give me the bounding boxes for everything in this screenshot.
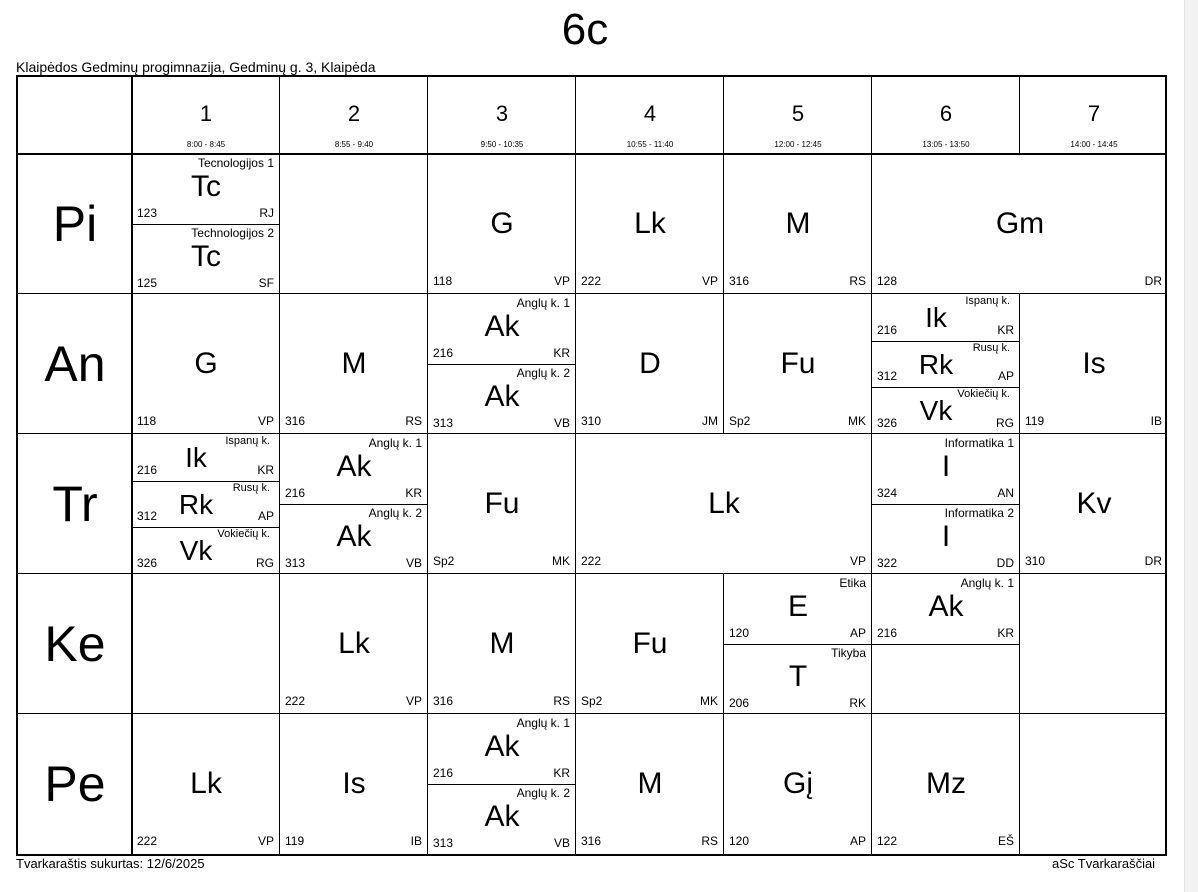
lesson-card[interactable] xyxy=(872,154,1168,294)
subject-code: Ak xyxy=(484,380,520,413)
group-name: Vokiečių k. xyxy=(957,388,1010,401)
lesson-card[interactable] xyxy=(724,574,872,714)
teacher-code: RJ xyxy=(259,206,274,220)
subject-code: Is xyxy=(1082,347,1106,380)
room-number: 119 xyxy=(285,834,305,848)
subject-code: Tc xyxy=(191,240,221,273)
scrollbar[interactable] xyxy=(1184,0,1198,892)
lesson-card[interactable] xyxy=(872,294,1020,434)
day-cell xyxy=(18,714,132,854)
lesson-card[interactable] xyxy=(428,714,576,854)
subject-code: Tc xyxy=(191,170,221,203)
subject-code: Lk xyxy=(708,487,740,520)
room-number: 313 xyxy=(433,836,454,850)
room-number: 118 xyxy=(137,414,157,428)
teacher-code: RS xyxy=(701,834,718,848)
room-number: 216 xyxy=(433,766,454,780)
period-header xyxy=(724,77,872,154)
room-number: 322 xyxy=(877,556,898,570)
school-name: Klaipėdos Gedminų progimnazija, Gedminų g. 3, Klaipėda xyxy=(16,59,376,75)
grid-line xyxy=(575,77,576,154)
subject-code: Rk xyxy=(918,348,954,380)
teacher-code: RS xyxy=(553,694,570,708)
teacher-code: VP xyxy=(849,554,866,568)
room-number: 222 xyxy=(581,274,602,288)
teacher-code: JM xyxy=(702,414,718,428)
period-time: 8:00 - 8:45 xyxy=(186,140,226,149)
teacher-code: RG xyxy=(256,556,274,570)
teacher-code: SF xyxy=(258,276,274,290)
room-number: 310 xyxy=(1025,554,1046,568)
lesson-card[interactable] xyxy=(872,434,1020,574)
group-name: Anglų k. 2 xyxy=(516,786,570,800)
room-number: 125 xyxy=(137,276,158,290)
teacher-code: VP xyxy=(257,414,274,428)
teacher-code: AP xyxy=(849,626,866,640)
subject-code: Kv xyxy=(1076,487,1112,520)
room-number: 313 xyxy=(433,416,454,430)
lesson-card[interactable] xyxy=(724,154,872,294)
subgroup-divider xyxy=(280,504,428,505)
lesson-card[interactable] xyxy=(576,294,724,434)
teacher-code: IB xyxy=(1150,414,1162,428)
room-number: 312 xyxy=(137,509,158,524)
period-header xyxy=(428,77,576,154)
room-number: 222 xyxy=(285,694,306,708)
teacher-code: MK xyxy=(700,694,718,708)
teacher-code: RG xyxy=(996,416,1014,430)
group-name: Rusų k. xyxy=(972,341,1010,354)
lesson-card[interactable] xyxy=(280,714,428,854)
subject-code: Lk xyxy=(190,767,222,800)
period-time: 10:55 - 11:40 xyxy=(626,140,674,149)
subject-code: Vk xyxy=(179,535,213,567)
teacher-code: VP xyxy=(257,834,274,848)
lesson-card[interactable] xyxy=(428,154,576,294)
teacher-code: KR xyxy=(997,322,1014,337)
room-number: 120 xyxy=(729,834,750,848)
period-header xyxy=(576,77,724,154)
subject-code: E xyxy=(787,590,808,623)
vendor-name: aSc Tvarkaraščiai xyxy=(1052,856,1156,871)
group-name: Ispanų k. xyxy=(965,295,1010,307)
subject-code: Fu xyxy=(780,347,816,380)
subject-code: M xyxy=(341,347,367,380)
day-label: Pi xyxy=(52,196,98,252)
teacher-code: VP xyxy=(701,274,718,288)
room-number: 313 xyxy=(285,556,306,570)
day-label: An xyxy=(44,336,106,392)
subject-code: Ak xyxy=(336,450,372,483)
group-name: Anglų k. 1 xyxy=(368,436,422,450)
subgroup-divider xyxy=(428,364,576,365)
room-number: 216 xyxy=(433,346,454,360)
room-number: 316 xyxy=(729,274,750,288)
room-number: 122 xyxy=(877,834,898,848)
day-cell xyxy=(18,294,132,434)
group-name: Tecnologijos 1 xyxy=(197,156,274,170)
subject-code: Ak xyxy=(484,800,520,833)
period-time: 8:55 - 9:40 xyxy=(334,140,374,149)
lesson-card[interactable] xyxy=(428,294,576,434)
room-number: 222 xyxy=(581,554,602,568)
subject-code: I xyxy=(941,450,951,483)
group-name: Rusų k. xyxy=(232,481,270,494)
lesson-card[interactable] xyxy=(280,574,428,714)
subject-code: I xyxy=(941,520,951,553)
subject-code: Fu xyxy=(632,627,668,660)
period-header xyxy=(132,77,280,154)
lesson-card[interactable] xyxy=(428,434,576,574)
teacher-code: DR xyxy=(1144,274,1162,288)
subject-code: Ik xyxy=(185,442,207,473)
teacher-code: DR xyxy=(1144,554,1162,568)
subject-code: Gį xyxy=(783,767,813,800)
room-number: 206 xyxy=(729,696,750,710)
group-name: Anglų k. 2 xyxy=(368,506,422,520)
subject-code: T xyxy=(788,660,808,693)
teacher-code: VB xyxy=(405,556,422,570)
period-header xyxy=(872,77,1020,154)
teacher-code: AP xyxy=(257,509,274,524)
teacher-code: VB xyxy=(553,836,570,850)
lesson-card[interactable] xyxy=(724,294,872,434)
teacher-code: VP xyxy=(405,694,422,708)
room-number: 119 xyxy=(1025,414,1045,428)
teacher-code: AN xyxy=(997,486,1014,500)
class-title: 6c xyxy=(561,5,609,54)
lesson-card[interactable] xyxy=(132,294,280,434)
subject-code: M xyxy=(785,207,811,240)
room-number: 326 xyxy=(137,556,158,570)
lesson-card[interactable] xyxy=(1020,294,1168,434)
day-label: Tr xyxy=(52,476,98,532)
teacher-code: EŠ xyxy=(997,834,1014,848)
room-number: 123 xyxy=(137,206,158,220)
room-number: Sp2 xyxy=(581,694,603,708)
room-number: 316 xyxy=(433,694,454,708)
teacher-code: KR xyxy=(257,462,274,477)
room-number: 118 xyxy=(433,274,453,288)
subject-code: Lk xyxy=(338,627,370,660)
lesson-card[interactable] xyxy=(1020,434,1168,574)
period-number: 6 xyxy=(939,101,953,126)
room-number: Sp2 xyxy=(433,554,455,568)
subject-code: Ak xyxy=(484,730,520,763)
teacher-code: KR xyxy=(553,766,570,780)
group-name: Informatika 2 xyxy=(944,506,1014,520)
teacher-code: RS xyxy=(849,274,866,288)
teacher-code: RS xyxy=(405,414,422,428)
grid-line xyxy=(1019,77,1020,154)
timetable-grid xyxy=(16,75,1167,856)
lesson-card[interactable] xyxy=(132,154,280,294)
created-date: Tvarkaraštis sukurtas: 12/6/2025 xyxy=(16,856,205,871)
subject-code: Is xyxy=(342,767,366,800)
subject-code: G xyxy=(490,207,514,240)
room-number: 216 xyxy=(137,462,158,477)
subgroup-divider xyxy=(872,644,1020,645)
teacher-code: DD xyxy=(996,556,1014,570)
subject-code: Rk xyxy=(178,488,214,520)
group-name: Anglų k. 2 xyxy=(516,366,570,380)
group-name: Ispanų k. xyxy=(225,435,270,447)
grid-line xyxy=(279,77,280,154)
group-name: Etika xyxy=(839,576,866,590)
room-number: 312 xyxy=(877,369,898,384)
subgroup-divider xyxy=(132,224,280,225)
period-number: 5 xyxy=(791,101,805,126)
lesson-card[interactable] xyxy=(576,574,724,714)
day-cell xyxy=(18,154,132,294)
grid-line xyxy=(723,77,724,154)
subgroup-divider xyxy=(428,784,576,785)
group-name: Anglų k. 1 xyxy=(516,296,570,310)
subject-code: Ik xyxy=(925,302,947,333)
teacher-code: RK xyxy=(849,696,866,710)
grid-line xyxy=(427,77,428,154)
teacher-code: AP xyxy=(849,834,866,848)
lesson-card[interactable] xyxy=(280,294,428,434)
room-number: 316 xyxy=(581,834,602,848)
room-number: 216 xyxy=(285,486,306,500)
teacher-code: KR xyxy=(553,346,570,360)
lesson-card[interactable] xyxy=(280,434,428,574)
day-label: Pe xyxy=(44,756,106,812)
group-name: Anglų k. 1 xyxy=(516,716,570,730)
teacher-code: KR xyxy=(405,486,422,500)
room-number: 120 xyxy=(729,626,750,640)
room-number: 326 xyxy=(877,416,898,430)
period-time: 13:05 - 13:50 xyxy=(922,140,970,149)
teacher-code: VB xyxy=(553,416,570,430)
grid-line xyxy=(871,77,872,154)
subject-code: Lk xyxy=(634,207,666,240)
subject-code: M xyxy=(637,767,663,800)
group-name: Informatika 1 xyxy=(944,436,1014,450)
teacher-code: VP xyxy=(553,274,570,288)
lesson-card[interactable] xyxy=(132,714,280,854)
room-number: 222 xyxy=(137,834,158,848)
period-time: 9:50 - 10:35 xyxy=(480,140,524,149)
period-time: 12:00 - 12:45 xyxy=(774,140,822,149)
subject-code: D xyxy=(639,347,661,380)
period-time: 14:00 - 14:45 xyxy=(1070,140,1118,149)
lesson-card[interactable] xyxy=(872,714,1020,854)
teacher-code: MK xyxy=(848,414,866,428)
subject-code: Vk xyxy=(919,395,953,427)
lesson-card[interactable] xyxy=(428,574,576,714)
subject-code: Fu xyxy=(484,487,520,520)
subgroup-divider xyxy=(724,644,872,645)
lesson-card[interactable] xyxy=(132,434,280,574)
period-number: 3 xyxy=(495,101,509,126)
subject-code: G xyxy=(194,347,218,380)
teacher-code: AP xyxy=(997,369,1014,384)
subject-code: Ak xyxy=(336,520,372,553)
day-label: Ke xyxy=(44,616,106,672)
room-number: 216 xyxy=(877,322,898,337)
lesson-card[interactable] xyxy=(576,434,872,574)
room-number: Sp2 xyxy=(729,414,751,428)
period-header xyxy=(1020,77,1168,154)
period-number: 4 xyxy=(643,101,657,126)
subject-code: M xyxy=(489,627,515,660)
room-number: 128 xyxy=(877,274,898,288)
room-number: 310 xyxy=(581,414,602,428)
room-number: 324 xyxy=(877,486,898,500)
lesson-card[interactable] xyxy=(576,714,724,854)
subgroup-divider xyxy=(872,504,1020,505)
lesson-card[interactable] xyxy=(724,714,872,854)
teacher-code: IB xyxy=(410,834,422,848)
subject-code: Mz xyxy=(926,767,966,800)
period-number: 2 xyxy=(347,101,361,126)
subject-code: Gm xyxy=(995,207,1045,240)
group-name: Vokiečių k. xyxy=(217,528,270,541)
teacher-code: MK xyxy=(552,554,570,568)
room-number: 316 xyxy=(285,414,306,428)
group-name: Tikyba xyxy=(831,646,866,660)
lesson-card[interactable] xyxy=(576,154,724,294)
lesson-card[interactable] xyxy=(872,574,1020,714)
teacher-code: KR xyxy=(997,626,1014,640)
period-number: 1 xyxy=(199,101,213,126)
room-number: 216 xyxy=(877,626,898,640)
group-name: Anglų k. 1 xyxy=(960,576,1014,590)
subject-code: Ak xyxy=(484,310,520,343)
subject-code: Ak xyxy=(928,590,964,623)
period-header xyxy=(280,77,428,154)
day-cell xyxy=(18,574,132,714)
group-name: Technologijos 2 xyxy=(191,226,274,240)
period-number: 7 xyxy=(1087,101,1101,126)
